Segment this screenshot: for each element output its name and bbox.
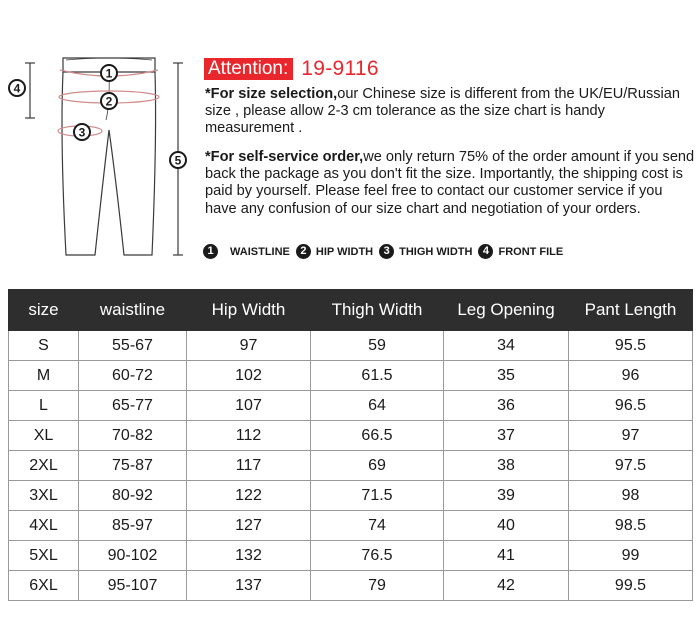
- cell-pant-length: 97.5: [569, 451, 693, 481]
- legend-label-hip-width: HIP WIDTH: [315, 245, 374, 258]
- table-row: [9, 541, 693, 571]
- cell-pant-length: 97: [569, 421, 693, 451]
- table-body: [9, 331, 693, 601]
- cell-waistline: 70-82: [79, 421, 187, 451]
- svg-text:3: 3: [78, 125, 86, 140]
- legend-label-front-file: FRONT FILE: [498, 245, 564, 258]
- column-header-pant-length: Pant Length: [569, 290, 693, 331]
- cell-size: 6XL: [9, 571, 79, 601]
- attention-badge: Attention:: [204, 58, 293, 80]
- legend-label-thigh-width: THIGH WIDTH: [399, 245, 473, 258]
- cell-leg-opening: 36: [444, 391, 569, 421]
- table-header-row: [9, 290, 693, 331]
- cell-waistline: 85-97: [79, 511, 187, 541]
- cell-leg-opening: 40: [444, 511, 569, 541]
- svg-text:1: 1: [105, 66, 113, 81]
- size-selection-title: *For size selection,: [205, 86, 338, 102]
- cell-leg-opening: 37: [444, 421, 569, 451]
- cell-size: 4XL: [9, 511, 79, 541]
- cell-waistline: 60-72: [79, 361, 187, 391]
- cell-leg-opening: 38: [444, 451, 569, 481]
- legend-number-2: 2: [296, 244, 311, 259]
- cell-leg-opening: 34: [444, 331, 569, 361]
- cell-waistline: 80-92: [79, 481, 187, 511]
- self-service-title: *For self-service order,: [205, 149, 364, 165]
- column-header-waistline: waistline: [79, 290, 187, 331]
- marker-4: [9, 80, 25, 96]
- cell-waistline: 90-102: [79, 541, 187, 571]
- cell-size: 3XL: [9, 481, 79, 511]
- table-row: [9, 571, 693, 601]
- cell-pant-length: 96: [569, 361, 693, 391]
- cell-hip-width: 107: [187, 391, 311, 421]
- size-chart-table: [8, 289, 693, 601]
- legend-waistline: [203, 244, 290, 259]
- table-row: [9, 511, 693, 541]
- cell-hip-width: 132: [187, 541, 311, 571]
- cell-size: M: [9, 361, 79, 391]
- attention-header: [204, 57, 379, 81]
- svg-text:5: 5: [174, 153, 182, 168]
- cell-hip-width: 117: [187, 451, 311, 481]
- legend-thigh-width: [379, 244, 472, 259]
- svg-text:4: 4: [13, 81, 21, 96]
- cell-waistline: 65-77: [79, 391, 187, 421]
- column-header-hip-width: Hip Width: [187, 290, 311, 331]
- cell-thigh-width: 59: [311, 331, 444, 361]
- cell-hip-width: 97: [187, 331, 311, 361]
- cell-waistline: 75-87: [79, 451, 187, 481]
- cell-size: L: [9, 391, 79, 421]
- marker-3: [74, 124, 90, 140]
- cell-pant-length: 98.5: [569, 511, 693, 541]
- legend-front-file: [478, 244, 563, 259]
- pants-diagram: [0, 0, 200, 270]
- table-row: [9, 481, 693, 511]
- table-row: [9, 391, 693, 421]
- cell-leg-opening: 35: [444, 361, 569, 391]
- cell-leg-opening: 39: [444, 481, 569, 511]
- cell-leg-opening: 42: [444, 571, 569, 601]
- column-header-size: size: [9, 290, 79, 331]
- cell-pant-length: 96.5: [569, 391, 693, 421]
- legend-hip-width: [296, 244, 373, 259]
- legend-number-3: 3: [379, 244, 394, 259]
- size-selection-text: our Chinese size is different from the UK/EU/Russian size , please allow 2-3 cm tolerance as the size chart is handy measurement .: [205, 86, 681, 137]
- cell-thigh-width: 69: [311, 451, 444, 481]
- cell-thigh-width: 64: [311, 391, 444, 421]
- cell-size: 5XL: [9, 541, 79, 571]
- table-row: [9, 451, 693, 481]
- cell-hip-width: 137: [187, 571, 311, 601]
- cell-hip-width: 122: [187, 481, 311, 511]
- measurement-legend: [203, 244, 569, 259]
- cell-thigh-width: 74: [311, 511, 444, 541]
- cell-thigh-width: 76.5: [311, 541, 444, 571]
- marker-5: [170, 152, 186, 168]
- column-header-thigh-width: Thigh Width: [311, 290, 444, 331]
- cell-pant-length: 99.5: [569, 571, 693, 601]
- marker-2: [101, 93, 117, 109]
- cell-hip-width: 127: [187, 511, 311, 541]
- table-row: [9, 421, 693, 451]
- cell-pant-length: 99: [569, 541, 693, 571]
- product-code: 19-9116: [301, 57, 379, 80]
- table-row: [9, 361, 693, 391]
- cell-waistline: 55-67: [79, 331, 187, 361]
- cell-leg-opening: 41: [444, 541, 569, 571]
- self-service-text: we only return 75% of the order amount if you send back the package as you don't fit the size. Importantly, the shipping cost is paid by yourself. Please feel free to contact our customer service if you have any confusion of our size chart and negotiation of your orders.: [205, 149, 695, 217]
- size-selection-note: [205, 86, 685, 138]
- legend-number-4: 4: [478, 244, 493, 259]
- column-header-leg-opening: Leg Opening: [444, 290, 569, 331]
- cell-size: XL: [9, 421, 79, 451]
- cell-hip-width: 102: [187, 361, 311, 391]
- legend-label-waistline: WAISTLINE: [230, 245, 290, 258]
- cell-hip-width: 112: [187, 421, 311, 451]
- cell-thigh-width: 71.5: [311, 481, 444, 511]
- cell-size: S: [9, 331, 79, 361]
- cell-pant-length: 95.5: [569, 331, 693, 361]
- cell-thigh-width: 66.5: [311, 421, 444, 451]
- cell-waistline: 95-107: [79, 571, 187, 601]
- table-row: [9, 331, 693, 361]
- cell-size: 2XL: [9, 451, 79, 481]
- cell-pant-length: 98: [569, 481, 693, 511]
- self-service-note: [205, 149, 695, 218]
- cell-thigh-width: 61.5: [311, 361, 444, 391]
- cell-thigh-width: 79: [311, 571, 444, 601]
- marker-1: [101, 65, 117, 81]
- legend-number-1: 1: [203, 244, 218, 259]
- svg-text:2: 2: [105, 94, 113, 109]
